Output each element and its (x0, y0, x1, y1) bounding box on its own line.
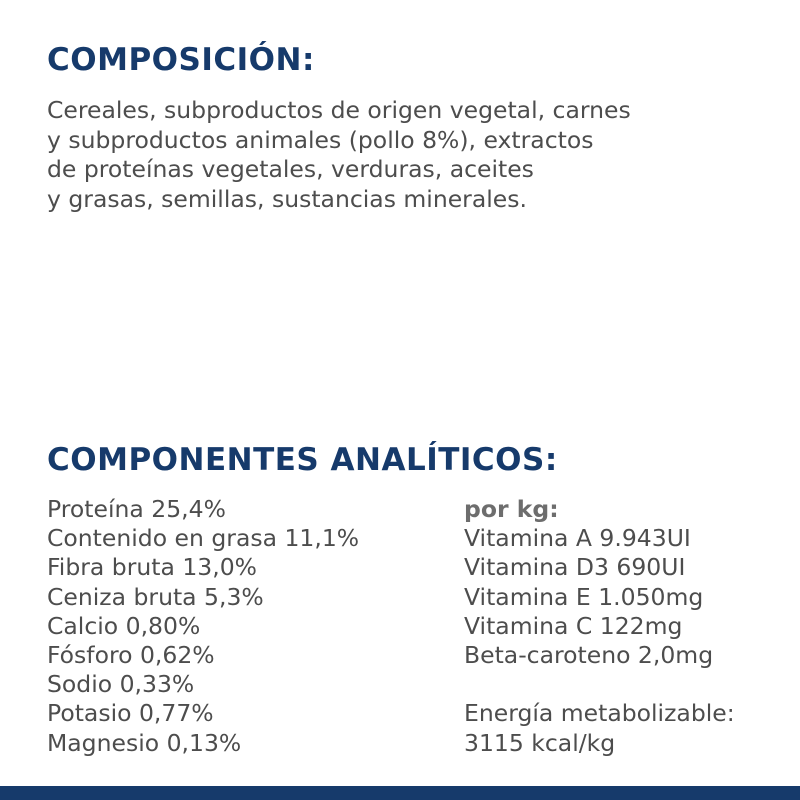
component-sodium: Sodio 0,33% (47, 670, 195, 699)
energy-label: Energía metabolizable: (464, 699, 735, 728)
component-phosphorus: Fósforo 0,62% (47, 640, 215, 669)
composition-text (47, 96, 767, 214)
vitamin-a: Vitamina A 9.943UI (464, 524, 691, 553)
component-potassium: Potasio 0,77% (47, 699, 214, 728)
spacer (464, 670, 735, 699)
component-fat: Contenido en grasa 11,1% (47, 524, 360, 553)
per-kg-label: por kg: (464, 495, 559, 523)
component-fiber: Fibra bruta 13,0% (47, 553, 257, 582)
vitamin-c: Vitamina C 122mg (464, 611, 683, 640)
component-protein: Proteína 25,4% (47, 495, 226, 523)
composition-line: y subproductos animales (pollo 8%), extractos (47, 125, 594, 154)
composition-line: Cereales, subproductos de origen vegetal, carnes (47, 96, 631, 124)
additives-list (464, 495, 735, 758)
component-calcium: Calcio 0,80% (47, 611, 201, 640)
composition-heading: COMPOSICIÓN: (47, 42, 315, 78)
composition-line: y grasas, semillas, sustancias minerales. (47, 184, 527, 213)
analytical-heading: COMPONENTES ANALÍTICOS: (47, 442, 558, 478)
analytical-components-list (47, 495, 359, 758)
composition-line: de proteínas vegetales, verduras, aceites (47, 155, 534, 183)
footer-bar (0, 786, 800, 800)
component-magnesium: Magnesio 0,13% (47, 728, 242, 757)
energy-value: 3115 kcal/kg (464, 728, 616, 757)
beta-carotene: Beta-caroteno 2,0mg (464, 640, 714, 669)
vitamin-d3: Vitamina D3 690UI (464, 553, 686, 582)
component-ash: Ceniza bruta 5,3% (47, 582, 264, 611)
vitamin-e: Vitamina E 1.050mg (464, 582, 704, 611)
